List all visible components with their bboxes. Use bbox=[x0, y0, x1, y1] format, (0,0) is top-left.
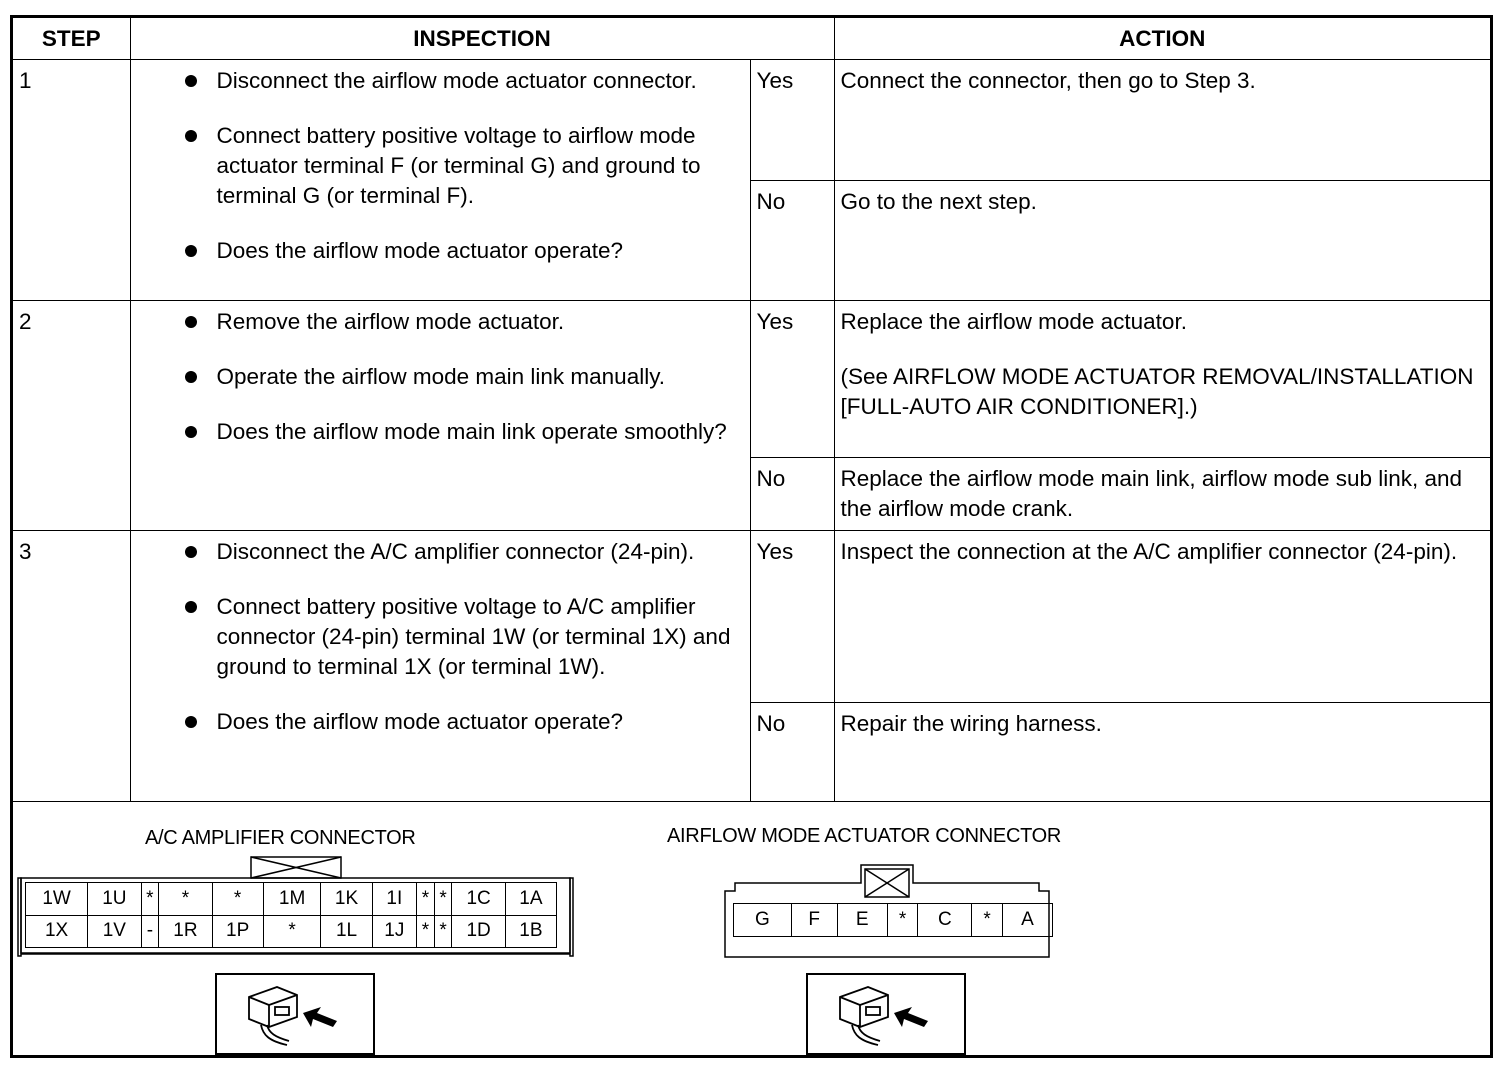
no-label: No bbox=[750, 703, 834, 802]
action-text: Connect the connector, then go to Step 3. bbox=[840, 68, 1256, 93]
bullet-icon bbox=[185, 130, 197, 142]
connector-pin: 1K bbox=[321, 883, 372, 916]
connector-pin: * bbox=[212, 883, 263, 916]
ac-amplifier-pin-grid bbox=[25, 882, 557, 948]
inspection-header: INSPECTION bbox=[130, 18, 834, 60]
inspection-list bbox=[137, 307, 744, 447]
inspection-item-text: Connect battery positive voltage to airflow mode actuator terminal F (or terminal G) and ground to terminal G (or terminal F). bbox=[216, 123, 701, 208]
step-1-yes-row bbox=[13, 60, 1490, 181]
yes-action bbox=[834, 301, 1490, 458]
connector-pin: * bbox=[972, 904, 1003, 937]
bullet-icon bbox=[185, 716, 197, 728]
connector-pin: 1W bbox=[26, 883, 88, 916]
inspection-item-text: Disconnect the A/C amplifier connector (24-pin). bbox=[216, 539, 695, 564]
inspection-item bbox=[217, 236, 744, 266]
action-text: Inspect the connection at the A/C amplifier connector (24-pin). bbox=[840, 539, 1458, 564]
action-text: Replace the airflow mode actuator. bbox=[840, 309, 1187, 334]
connector-pin: 1J bbox=[372, 915, 416, 948]
inspection-item-text: Does the airflow mode actuator operate? bbox=[216, 709, 623, 734]
action-text: (See AIRFLOW MODE ACTUATOR REMOVAL/INSTALLATION [FULL-AUTO AIR CONDITIONER].) bbox=[840, 364, 1474, 419]
inspection-item bbox=[217, 592, 744, 682]
action-text: Repair the wiring harness. bbox=[840, 711, 1102, 736]
yes-action bbox=[834, 60, 1490, 181]
airflow-actuator-pin-grid bbox=[733, 903, 1053, 937]
action-text: Replace the airflow mode main link, airflow mode sub link, and the airflow mode crank. bbox=[840, 466, 1463, 521]
inspection-item-text: Disconnect the airflow mode actuator connector. bbox=[216, 68, 697, 93]
connector-pin: * bbox=[141, 883, 159, 916]
connector-pin: * bbox=[417, 915, 435, 948]
connector-pin: 1D bbox=[452, 915, 505, 948]
connector-pin: 1V bbox=[88, 915, 141, 948]
no-action bbox=[834, 703, 1490, 802]
step-inspection bbox=[130, 531, 750, 802]
bullet-icon bbox=[185, 546, 197, 558]
connector-pin: 1U bbox=[88, 883, 141, 916]
inspection-item bbox=[217, 66, 744, 96]
bullet-icon bbox=[185, 601, 197, 613]
no-label: No bbox=[750, 458, 834, 531]
step-inspection bbox=[130, 301, 750, 531]
inspection-list bbox=[137, 537, 744, 737]
step-header: STEP bbox=[13, 18, 130, 60]
connector-pin: * bbox=[434, 915, 452, 948]
connector-pin: G bbox=[734, 904, 792, 937]
harness-side-connector-view-icon-2 bbox=[806, 973, 966, 1055]
yes-label: Yes bbox=[750, 301, 834, 458]
inspection-item bbox=[217, 537, 744, 567]
connector-pin: * bbox=[417, 883, 435, 916]
inspection-item-text: Connect battery positive voltage to A/C amplifier connector (24-pin) terminal 1W (or terminal 1X) and ground to terminal 1X (or terminal 1W). bbox=[216, 594, 731, 679]
connector-pin: 1X bbox=[26, 915, 88, 948]
bullet-icon bbox=[185, 316, 197, 328]
step-2-yes-row bbox=[13, 301, 1490, 458]
connector-pin: 1I bbox=[372, 883, 416, 916]
troubleshooting-table bbox=[13, 18, 1490, 802]
ac-pin-row bbox=[26, 915, 557, 948]
ac-amplifier-connector-title: A/C AMPLIFIER CONNECTOR bbox=[145, 827, 416, 849]
airflow-actuator-connector-title: AIRFLOW MODE ACTUATOR CONNECTOR bbox=[667, 825, 1062, 847]
bullet-icon bbox=[185, 426, 197, 438]
yes-action bbox=[834, 531, 1490, 703]
action-header: ACTION bbox=[834, 18, 1490, 60]
no-action bbox=[834, 458, 1490, 531]
connector-diagrams bbox=[13, 803, 1490, 1058]
connector-pin: 1M bbox=[263, 883, 321, 916]
inspection-item-text: Operate the airflow mode main link manually. bbox=[216, 364, 666, 389]
connector-pin: * bbox=[887, 904, 918, 937]
bullet-icon bbox=[185, 371, 197, 383]
inspection-item bbox=[217, 362, 744, 392]
table-body bbox=[13, 60, 1490, 802]
no-label: No bbox=[750, 181, 834, 301]
troubleshooting-document bbox=[10, 15, 1493, 1058]
connector-pin: * bbox=[434, 883, 452, 916]
inspection-item bbox=[217, 417, 744, 447]
connector-pin: 1B bbox=[505, 915, 556, 948]
inspection-list bbox=[137, 66, 744, 266]
yes-label: Yes bbox=[750, 60, 834, 181]
harness-side-connector-view-icon bbox=[215, 973, 375, 1055]
step-number: 3 bbox=[13, 531, 130, 802]
connector-pin: - bbox=[141, 915, 159, 948]
connector-pin: C bbox=[918, 904, 972, 937]
inspection-item-text: Remove the airflow mode actuator. bbox=[216, 309, 565, 334]
no-action bbox=[834, 181, 1490, 301]
connector-pin: A bbox=[1002, 904, 1052, 937]
bullet-icon bbox=[185, 245, 197, 257]
connector-pin: F bbox=[791, 904, 837, 937]
connector-pin: 1A bbox=[505, 883, 556, 916]
inspection-item-text: Does the airflow mode main link operate smoothly? bbox=[216, 419, 727, 444]
af-pin-row bbox=[734, 904, 1053, 937]
bullet-icon bbox=[185, 75, 197, 87]
connector-pin: 1R bbox=[159, 915, 212, 948]
connector-pin: E bbox=[837, 904, 887, 937]
inspection-item bbox=[217, 707, 744, 737]
connector-pin: 1L bbox=[321, 915, 372, 948]
inspection-item bbox=[217, 121, 744, 211]
step-3-yes-row bbox=[13, 531, 1490, 703]
inspection-item bbox=[217, 307, 744, 337]
step-inspection bbox=[130, 60, 750, 301]
connector-pin: 1P bbox=[212, 915, 263, 948]
yes-label: Yes bbox=[750, 531, 834, 703]
action-text: Go to the next step. bbox=[840, 189, 1037, 214]
ac-pin-row bbox=[26, 883, 557, 916]
step-number: 2 bbox=[13, 301, 130, 531]
step-number: 1 bbox=[13, 60, 130, 301]
connector-pin: * bbox=[159, 883, 212, 916]
inspection-item-text: Does the airflow mode actuator operate? bbox=[216, 238, 623, 263]
connector-pin: * bbox=[263, 915, 321, 948]
connector-pin: 1C bbox=[452, 883, 505, 916]
table-header-row bbox=[13, 18, 1490, 60]
